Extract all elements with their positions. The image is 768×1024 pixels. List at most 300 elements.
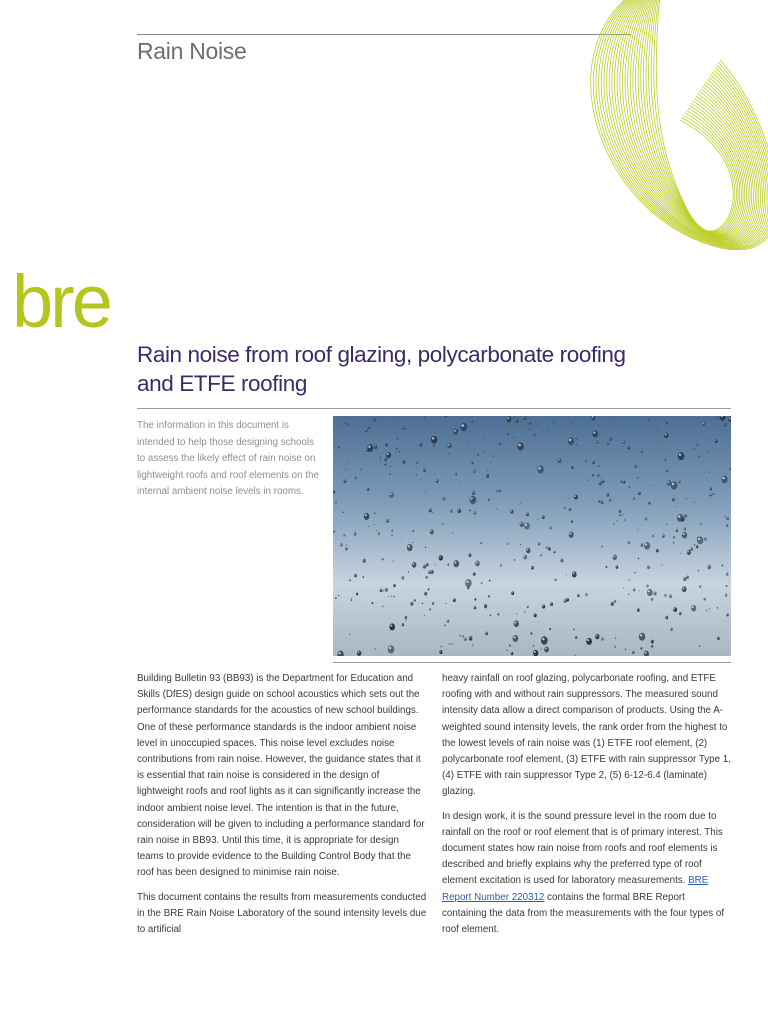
raindrop-highlight <box>481 582 482 583</box>
raindrop-highlight <box>488 595 489 596</box>
raindrop-highlight <box>699 455 700 456</box>
raindrop <box>619 514 621 516</box>
raindrop <box>669 594 672 598</box>
raindrop <box>694 502 695 503</box>
raindrop-highlight <box>396 447 397 448</box>
raindrop-highlight <box>704 598 705 599</box>
raindrop <box>666 422 668 425</box>
raindrop-highlight <box>578 595 579 596</box>
header-rule <box>137 34 631 35</box>
raindrop <box>449 643 450 644</box>
raindrop <box>601 501 604 505</box>
raindrop <box>447 620 450 623</box>
raindrop-highlight <box>724 424 725 425</box>
raindrop-highlight <box>367 488 368 489</box>
raindrop <box>468 553 471 557</box>
raindrop <box>606 493 609 497</box>
raindrop <box>439 650 442 654</box>
raindrop <box>385 443 388 446</box>
raindrop <box>490 462 491 463</box>
raindrop <box>601 637 604 640</box>
raindrop-highlight <box>392 535 393 536</box>
raindrop-highlight <box>555 579 556 580</box>
raindrop-highlight <box>684 528 685 529</box>
raindrop <box>715 439 718 443</box>
raindrop <box>704 537 707 540</box>
raindrop-highlight <box>346 548 347 549</box>
raindrop-highlight <box>507 417 509 419</box>
raindrop <box>430 529 434 534</box>
raindrop-highlight <box>623 481 624 482</box>
raindrop-highlight <box>648 566 649 567</box>
raindrop <box>489 580 491 582</box>
raindrop <box>644 542 650 550</box>
raindrop <box>554 551 556 553</box>
raindrop-highlight <box>436 480 437 481</box>
raindrop <box>548 547 551 550</box>
raindrop <box>423 468 426 472</box>
raindrop <box>662 534 665 538</box>
raindrop-highlight <box>709 472 710 473</box>
raindrop-highlight <box>599 482 600 483</box>
raindrop-highlight <box>632 651 633 652</box>
raindrop <box>378 532 380 535</box>
raindrop-highlight <box>426 564 427 565</box>
raindrop <box>673 542 674 544</box>
raindrop-highlight <box>542 638 545 641</box>
raindrop-highlight <box>694 544 695 545</box>
raindrop <box>354 532 357 535</box>
raindrop <box>655 429 656 431</box>
raindrop-highlight <box>727 614 728 615</box>
raindrop-highlight <box>368 426 369 427</box>
raindrop <box>481 478 482 480</box>
raindrop-highlight <box>569 533 571 535</box>
raindrop <box>393 561 394 562</box>
raindrop <box>639 633 645 641</box>
raindrop <box>577 594 579 597</box>
raindrop-highlight <box>569 508 570 509</box>
raindrop-highlight <box>440 651 441 652</box>
raindrop <box>675 506 676 507</box>
raindrop-highlight <box>472 462 473 463</box>
raindrop-highlight <box>685 515 686 516</box>
raindrop <box>555 579 557 582</box>
raindrop-highlight <box>490 615 491 616</box>
raindrop-highlight <box>372 602 373 603</box>
raindrop-highlight <box>673 536 674 537</box>
raindrop-highlight <box>635 572 636 573</box>
raindrop <box>426 563 429 566</box>
raindrop <box>402 426 405 430</box>
raindrop-highlight <box>402 624 403 625</box>
raindrop-highlight <box>386 520 387 521</box>
raindrop <box>367 488 369 491</box>
raindrop <box>347 423 349 426</box>
raindrop <box>490 614 492 616</box>
raindrop-highlight <box>473 573 474 574</box>
raindrop-highlight <box>645 543 647 545</box>
raindrop-highlight <box>619 510 620 511</box>
raindrop <box>354 574 357 578</box>
raindrop <box>452 533 453 534</box>
raindrop <box>550 602 553 606</box>
raindrop-highlight <box>665 434 667 436</box>
raindrop-highlight <box>569 439 571 441</box>
raindrop <box>690 547 693 550</box>
raindrop-highlight <box>671 628 672 629</box>
raindrop-highlight <box>696 546 697 547</box>
raindrop-highlight <box>345 423 346 424</box>
raindrop-highlight <box>477 454 478 455</box>
raindrop-highlight <box>575 637 576 638</box>
raindrop <box>683 577 686 581</box>
raindrop-highlight <box>448 564 449 565</box>
raindrop <box>638 557 640 559</box>
raindrop-highlight <box>575 495 576 496</box>
raindrop <box>412 562 417 568</box>
raindrop-highlight <box>538 543 539 544</box>
raindrop <box>613 555 617 561</box>
raindrop <box>510 510 513 514</box>
raindrop <box>499 442 501 445</box>
decorative-spiral-graphic <box>560 0 768 250</box>
raindrop <box>537 424 538 426</box>
raindrop <box>628 593 629 595</box>
raindrop <box>615 638 616 640</box>
raindrop <box>650 485 651 486</box>
raindrop <box>673 607 677 612</box>
raindrop <box>544 647 549 653</box>
raindrop <box>473 470 476 473</box>
raindrop-highlight <box>641 648 642 649</box>
raindrop-highlight <box>613 555 615 557</box>
raindrop <box>396 438 398 440</box>
raindrop <box>569 532 574 538</box>
raindrop <box>652 535 654 538</box>
raindrop <box>691 605 696 611</box>
raindrop <box>684 514 687 517</box>
raindrop <box>602 480 605 483</box>
raindrop-highlight <box>692 606 694 608</box>
raindrop-highlight <box>416 462 417 463</box>
raindrop <box>435 564 436 565</box>
raindrop <box>511 591 514 595</box>
raindrop <box>493 455 494 457</box>
raindrop <box>472 491 475 495</box>
raindrop-highlight <box>524 417 525 418</box>
raindrop-highlight <box>679 612 680 613</box>
raindrop <box>599 481 602 485</box>
raindrop-highlight <box>593 432 595 434</box>
raindrop <box>425 546 426 548</box>
raindrop-highlight <box>493 455 494 456</box>
raindrop-highlight <box>561 559 562 560</box>
raindrop-highlight <box>338 446 339 447</box>
raindrop-highlight <box>475 598 476 599</box>
raindrop <box>433 444 435 447</box>
raindrop-highlight <box>469 554 470 555</box>
raindrop <box>416 474 418 476</box>
raindrop-highlight <box>554 551 555 552</box>
raindrop-highlight <box>672 483 674 485</box>
raindrop-highlight <box>527 513 528 514</box>
raindrop-highlight <box>670 595 671 596</box>
raindrop <box>697 536 703 544</box>
body-text: In design work, it is the sound pressure level in the room due to rainfall on the roof or roof element that is of primary interest. This document states how rain noise from roofs and roof elements is described and briefly explains why the preferred type of roof element excitation is used for laboratory measurements. <box>442 810 723 887</box>
raindrop <box>575 636 577 639</box>
raindrop <box>465 579 472 587</box>
raindrop-highlight <box>529 428 530 429</box>
raindrop <box>595 634 599 639</box>
raindrop <box>557 458 561 463</box>
raindrop <box>633 498 635 500</box>
raindrop <box>567 498 568 499</box>
raindrop-highlight <box>553 421 554 422</box>
raindrop <box>351 599 353 601</box>
raindrop <box>572 572 577 578</box>
raindrop-highlight <box>408 545 410 547</box>
raindrop <box>566 574 567 575</box>
raindrop-highlight <box>402 427 403 428</box>
raindrop <box>698 455 700 458</box>
raindrop-highlight <box>549 548 550 549</box>
raindrop <box>724 516 725 518</box>
raindrop-highlight <box>567 599 568 600</box>
raindrop <box>388 596 389 597</box>
raindrop <box>368 525 369 526</box>
raindrop <box>402 623 404 626</box>
raindrop <box>564 599 567 603</box>
raindrop-highlight <box>382 606 383 607</box>
raindrop-highlight <box>402 577 403 578</box>
raindrop <box>524 522 530 529</box>
raindrop-highlight <box>722 477 724 479</box>
raindrop <box>473 511 476 515</box>
raindrop <box>507 433 509 436</box>
document-title-line-2: and ETFE roofing <box>137 371 307 396</box>
raindrop <box>416 461 418 464</box>
raindrop <box>566 598 569 602</box>
raindrop <box>481 582 483 584</box>
raindrop-highlight <box>725 594 726 595</box>
raindrop-highlight <box>726 585 727 586</box>
raindrop <box>533 433 535 436</box>
raindrop <box>533 645 535 647</box>
raindrop <box>477 453 479 456</box>
raindrop-highlight <box>431 571 432 572</box>
raindrop <box>609 498 612 501</box>
raindrop-highlight <box>426 576 427 577</box>
raindrop <box>345 422 347 424</box>
raindrop <box>607 443 609 446</box>
raindrop-highlight <box>474 512 475 513</box>
raindrop-highlight <box>652 535 653 536</box>
raindrop <box>356 593 358 596</box>
spiral-line <box>636 0 747 236</box>
raindrop <box>549 628 551 630</box>
raindrop-highlight <box>355 477 356 478</box>
raindrop-highlight <box>551 603 552 604</box>
raindrop-highlight <box>633 498 634 499</box>
raindrop <box>641 544 643 547</box>
raindrop-highlight <box>649 502 650 503</box>
raindrop-highlight <box>387 453 389 455</box>
raindrop-highlight <box>545 648 547 650</box>
raindrop-highlight <box>575 655 576 656</box>
raindrop-highlight <box>449 453 450 454</box>
raindrop-highlight <box>471 421 472 422</box>
raindrop <box>357 650 361 656</box>
raindrop-highlight <box>624 519 625 520</box>
raindrop-highlight <box>592 416 594 418</box>
raindrop <box>496 490 498 492</box>
raindrop <box>386 452 391 458</box>
raindrop <box>575 437 577 440</box>
raindrop-highlight <box>648 419 649 420</box>
raindrop <box>666 523 668 525</box>
raindrop <box>374 648 375 650</box>
raindrop <box>349 579 351 581</box>
raindrop-highlight <box>453 599 454 600</box>
raindrop <box>537 519 538 520</box>
raindrop <box>371 602 373 604</box>
raindrop <box>483 451 485 453</box>
bre-report-link[interactable]: BRE Report Number 220312 <box>442 875 709 903</box>
raindrop <box>553 421 555 423</box>
body-paragraph <box>442 809 732 939</box>
raindrop <box>459 635 461 637</box>
raindrop-highlight <box>546 547 547 548</box>
raindrop-highlight <box>542 516 543 517</box>
raindrop-highlight <box>349 634 350 635</box>
raindrop <box>506 542 508 545</box>
raindrop-highlight <box>665 594 666 595</box>
raindrop <box>453 598 456 602</box>
raindrop-highlight <box>641 450 642 451</box>
raindrop-highlight <box>710 494 711 495</box>
raindrop-highlight <box>403 461 404 462</box>
body-text: contains the formal BRE Report containing the data from the measurements with the four types of roof element. <box>442 891 725 936</box>
raindrop <box>538 542 540 545</box>
raindrop-highlight <box>651 645 652 646</box>
raindrop-highlight <box>633 589 634 590</box>
raindrop-highlight <box>666 524 667 525</box>
raindrop-highlight <box>531 633 532 634</box>
raindrop-highlight <box>674 608 675 609</box>
raindrop <box>529 427 531 430</box>
raindrop <box>472 644 473 645</box>
raindrop <box>419 443 422 447</box>
raindrop <box>389 473 391 475</box>
raindrop <box>398 451 400 453</box>
raindrop-highlight <box>535 654 536 655</box>
raindrop <box>611 602 614 606</box>
raindrop <box>450 509 453 512</box>
raindrop <box>582 474 583 475</box>
raindrop-highlight <box>640 634 642 636</box>
raindrop <box>614 600 617 603</box>
raindrop-highlight <box>686 498 687 499</box>
raindrop-highlight <box>424 469 425 470</box>
raindrop <box>629 580 630 582</box>
raindrop <box>682 586 687 592</box>
raindrop <box>549 526 552 529</box>
raindrop-highlight <box>378 533 379 534</box>
raindrop <box>676 529 678 532</box>
raindrop-highlight <box>651 640 652 641</box>
raindrop-highlight <box>428 589 429 590</box>
raindrop <box>424 592 427 596</box>
raindrop-highlight <box>374 512 375 513</box>
raindrop-highlight <box>609 499 610 500</box>
raindrop <box>707 451 708 453</box>
raindrop-highlight <box>529 422 530 423</box>
raindrop-highlight <box>678 515 680 517</box>
raindrop <box>509 644 511 646</box>
raindrop <box>623 481 625 484</box>
raindrop <box>686 576 689 579</box>
raindrop <box>439 555 443 560</box>
raindrop-highlight <box>537 424 538 425</box>
raindrops-on-glass-photo <box>333 416 731 656</box>
raindrop <box>585 460 586 462</box>
raindrop-highlight <box>392 530 393 531</box>
raindrop-highlight <box>596 635 598 637</box>
raindrop <box>444 624 445 626</box>
raindrop <box>396 447 398 450</box>
raindrop-highlight <box>448 444 450 446</box>
raindrop-highlight <box>538 467 540 469</box>
raindrop-highlight <box>445 625 446 626</box>
raindrop-highlight <box>416 474 417 475</box>
raindrop <box>446 603 447 604</box>
body-paragraph: heavy rainfall on roof glazing, polycarbonate roofing, and ETFE roofing with and without rain suppressors. The measured sound intensity data allow a direct comparison of products. Using the A-weighted sound intensity levels, the rank order from the highest to the lowest levels of rain noise was (1) ETFE roof element, (2) polycarbonate roof element, (3) ETFE with rain suppressor Type 1, (4) ETFE with rain suppressor Type 2, (5) 6-12-6.4 (laminate) glazing. <box>442 673 731 798</box>
raindrop <box>640 450 643 453</box>
body-paragraph: Building Bulletin 93 (BB93) is the Department for Education and Skills (DfES) design guide on school acoustics which sets out the performance standards for the acoustics of new school buildings. One of these performance standards is the indoor ambient noise level in unoccupied spaces. This noise level excludes noise contributions from rain noise. However, the guidance states that it is essential that rain noise is considered in the design of lightweight roofs and roof lights as it can significantly increase the indoor ambient noise level. The intention is that in the future, consideration will be given to including a performance standard for rain noise in BB93. Until this time, it is appropriate for design teams to provide evidence to the Building Control Body that the roof has been designed to minimise rain noise. <box>137 673 425 879</box>
raindrop <box>438 460 439 461</box>
raindrop-highlight <box>592 474 593 475</box>
raindrop <box>474 598 476 601</box>
raindrop <box>379 456 381 459</box>
raindrop-highlight <box>455 473 456 474</box>
raindrop <box>597 474 600 477</box>
raindrop <box>497 613 499 616</box>
raindrop <box>506 650 507 651</box>
raindrop-highlight <box>498 614 499 615</box>
raindrop <box>614 646 616 648</box>
raindrop-highlight <box>679 481 680 482</box>
raindrop-highlight <box>499 443 500 444</box>
raindrop <box>531 566 534 570</box>
raindrop-highlight <box>385 589 386 590</box>
raindrop-highlight <box>432 603 433 604</box>
raindrop <box>541 649 542 651</box>
raindrop <box>651 645 653 648</box>
raindrop-highlight <box>585 461 586 462</box>
raindrop <box>632 651 635 654</box>
raindrop <box>382 419 383 420</box>
raindrop-highlight <box>425 592 426 593</box>
raindrop-highlight <box>727 518 728 519</box>
raindrop <box>335 501 337 503</box>
raindrop-highlight <box>621 481 622 482</box>
raindrop-highlight <box>534 614 535 615</box>
raindrop-highlight <box>597 474 598 475</box>
raindrop-highlight <box>390 493 392 495</box>
raindrop <box>457 509 461 514</box>
raindrop <box>661 564 662 565</box>
